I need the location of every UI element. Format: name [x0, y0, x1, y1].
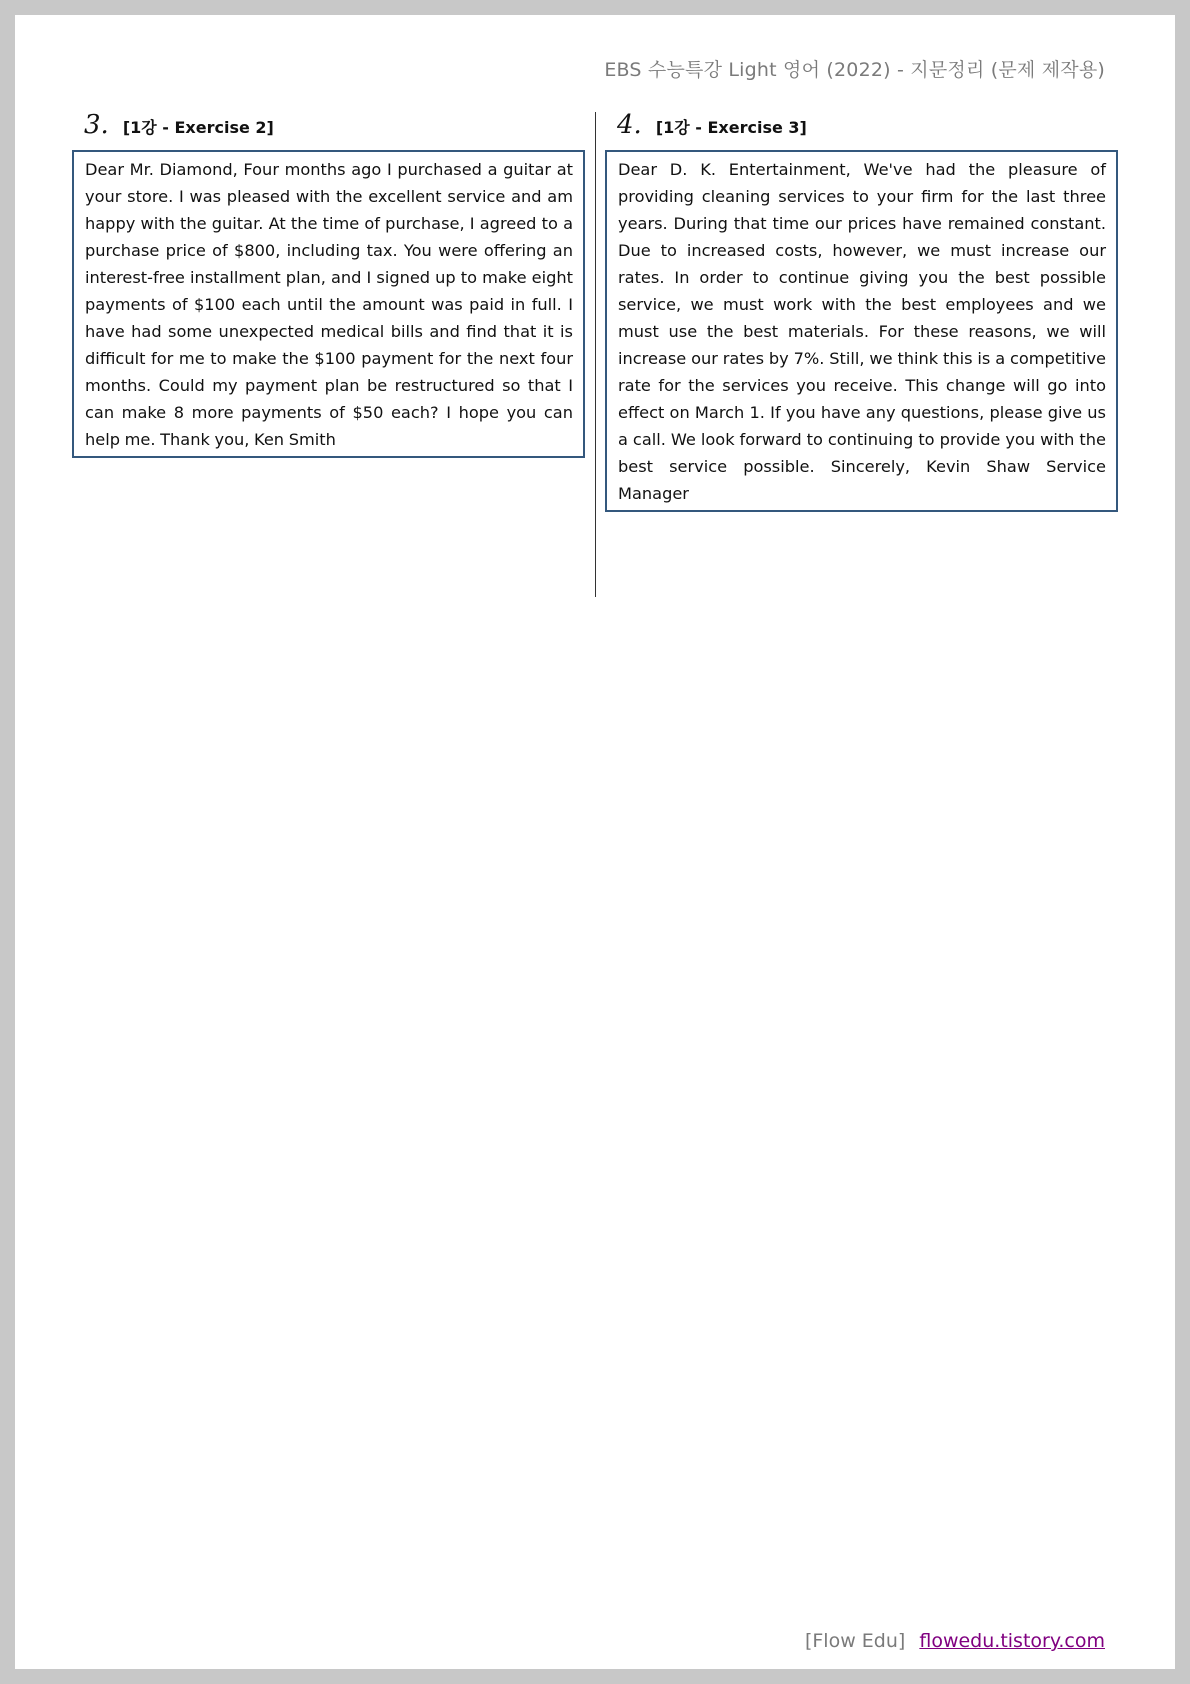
- passage-3: [72, 110, 585, 458]
- page-header-title: EBS 수능특강 Light 영어 (2022) - 지문정리 (문제 제작용): [604, 59, 1105, 81]
- passage-heading: [72, 110, 585, 150]
- passage-text-box: [72, 150, 585, 458]
- passage-source-tag: [1강 - Exercise 3]: [655, 118, 807, 137]
- passage-number: 3.: [84, 110, 109, 140]
- passage-text: Dear D. K. Entertainment, We've had the pleasure of providing cleaning services to your firm for the last three years. During that time our prices have remained constant. Due to increased costs, however, we must increase our rates. In order to continue giving you the best possible service, we must work with the best employees and we must use the best materials. For these reasons, we will increase our rates by 7%. Still, we think this is a competitive rate for the services you receive. This change will go into effect on March 1. If you have any questions, please give us a call. We look forward to continuing to provide you with the best service possible. Sincerely, Kevin Shaw Service Manager: [618, 160, 1106, 503]
- passage-source-tag: [1강 - Exercise 2]: [122, 118, 274, 137]
- passage-heading: [605, 110, 1118, 150]
- passage-number: 4.: [617, 110, 642, 140]
- column-divider: [595, 112, 596, 597]
- document-page: [15, 15, 1175, 1669]
- footer-source-label: [Flow Edu]: [804, 1630, 906, 1652]
- page-footer: [805, 1630, 1105, 1652]
- footer-blog-link[interactable]: flowedu.tistory.com: [919, 1630, 1105, 1652]
- passage-text-box: [605, 150, 1118, 512]
- passage-4: [605, 110, 1118, 512]
- passage-text: Dear Mr. Diamond, Four months ago I purchased a guitar at your store. I was pleased with the excellent service and am happy with the guitar. At the time of purchase, I agreed to a purchase price of $800, including tax. You were offering an interest-free installment plan, and I signed up to make eight payments of $100 each until the amount was paid in full. I have had some unexpected medical bills and find that it is difficult for me to make the $100 payment for the next four months. Could my payment plan be restructured so that I can make 8 more payments of $50 each? I hope you can help me. Thank you, Ken Smith: [85, 160, 573, 449]
